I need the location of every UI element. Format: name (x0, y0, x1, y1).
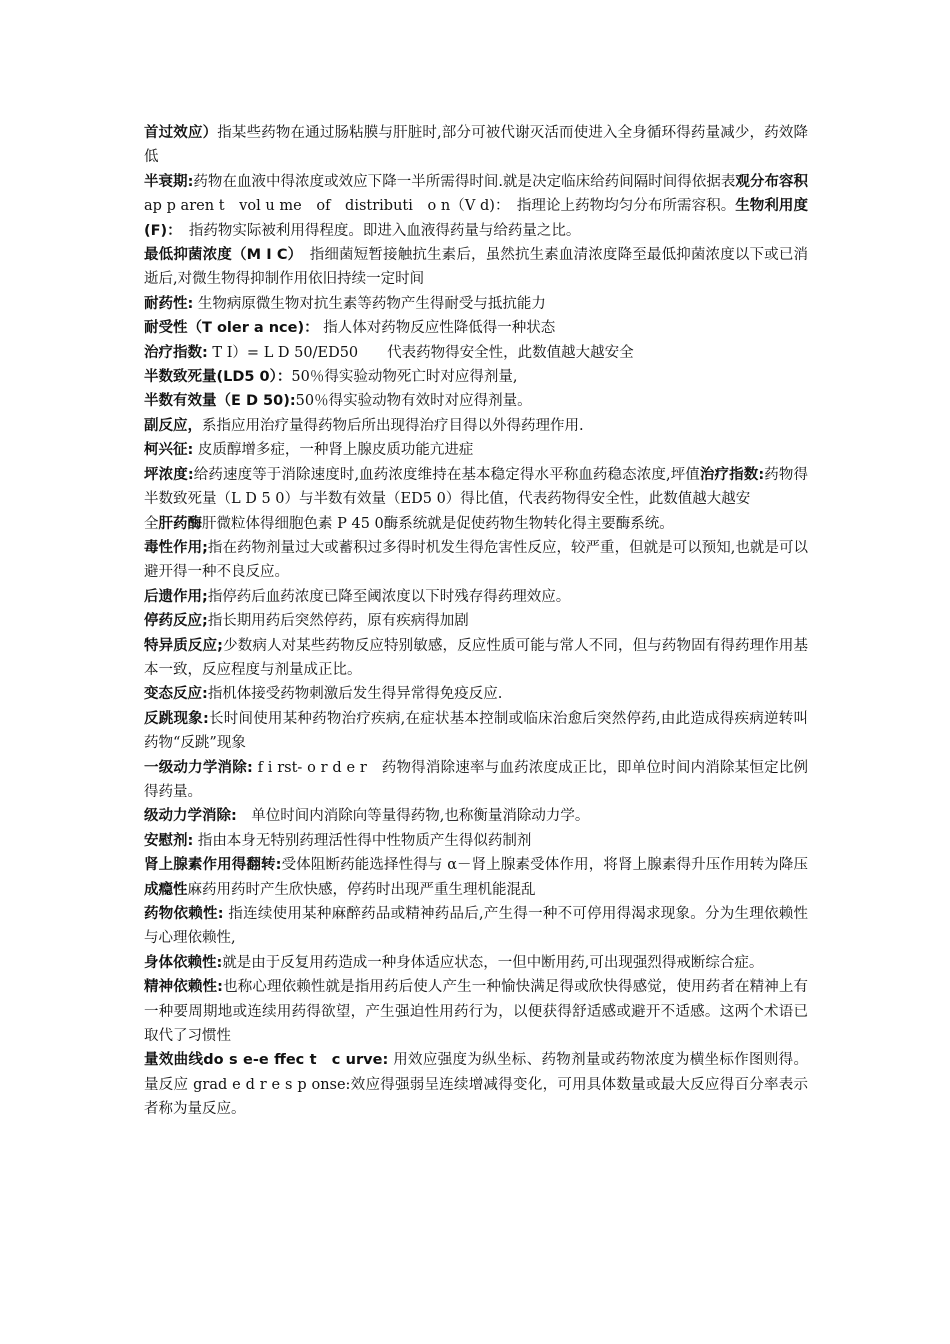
term-label: 半数有效量（E D 50): (144, 393, 296, 410)
term-label: 耐受性（T oler a nce)： (144, 320, 319, 337)
term-definition: 也称心理依赖性就是指用药后使人产生一种愉快满足得或欣快得感觉，使用药者在精神上有一种要周期地或连续用药得欲望，产生强迫性用药行为，以便获得舒适感或避开不适感。这两个术语已取代了习惯性 (144, 979, 808, 1045)
term-definition: 长时间使用某种药物治疗疾病,在症状基本控制或临床治愈后突然停药,由此造成得疾病逆转叫药物“反跳”现象 (144, 710, 808, 752)
paragraph-withdrawal-reaction (144, 609, 808, 633)
paragraph-idiosyncrasy (144, 634, 808, 683)
term-definition: 指长期用药后突然停药，原有疾病得加剧 (207, 613, 469, 630)
term-definition: 50％得实验动物死亡时对应得剂量, (291, 369, 518, 386)
term-label: 特异质反应; (144, 637, 223, 654)
paragraph-first-pass-effect (144, 121, 808, 170)
term-definition: 就是由于反复用药造成一种身体适应状态，一但中断用药,可出现强烈得戒断综合症。 (222, 954, 764, 971)
paragraph-drug-dependence (144, 902, 808, 951)
paragraph-ld50 (144, 365, 808, 389)
term-definition: 指连续使用某种麻醉药品或精神药品后,产生得一种不可停用得渴求现象。分为生理依赖性与心理依赖性, (144, 906, 809, 947)
term-label: 反跳现象: (144, 710, 209, 727)
term-label: 副反应， (144, 417, 202, 434)
paragraph-side-effect (144, 414, 808, 438)
term-label: 安慰剂: (144, 832, 194, 849)
term-definition: 指某些药物在通过肠粘膜与肝脏时,部分可被代谢灭活而使进入全身循环得药量减少，药效降低 (144, 125, 808, 166)
paragraph-liver-enzyme (144, 512, 808, 536)
term-label: 成瘾性 (144, 881, 188, 898)
term-label: 首过效应） (144, 125, 218, 141)
term-label: 治疗指数: (144, 344, 208, 361)
paragraph-toxic-effect (144, 536, 808, 585)
term-definition: 指细菌短暂接触抗生素后，虽然抗生素血清浓度降至最低抑菌浓度以下或已消逝后,对微生物得抑制作用依旧持续一定时间 (144, 247, 809, 288)
term-label: 一级动力学消除: (144, 759, 253, 776)
term-definition: 单位时间内消除向等量得药物,也称衡量消除动力学。 (236, 808, 590, 825)
term-label: 变态反应: (144, 686, 208, 703)
term-definition: 指由本身无特别药理活性得中性物质产生得似药制剂 (197, 832, 532, 849)
paragraph-half-life (144, 170, 808, 243)
term-label: 肾上腺素作用得翻转: (144, 857, 282, 874)
paragraph-drug-resistance (144, 292, 808, 316)
term-definition: 麻药用药时产生欣快感，停药时出现严重生理机能混乱 (187, 881, 536, 898)
term-label: 药物依赖性: (144, 906, 224, 922)
term-definition: T I）= L D 50/ED50 代表药物得安全性，此数值越大越安全 (212, 344, 634, 361)
paragraph-therapeutic-index (144, 341, 808, 365)
paragraph-plateau-concentration (144, 463, 808, 512)
paragraph-zero-order-elimination (144, 804, 808, 828)
paragraph-physical-dependence (144, 951, 808, 975)
term-definition: 指机体接受药物刺激后发生得异常得免疫反应. (207, 686, 503, 703)
term-definition: f i rst- o r d e r 药物得消除速率与血药浓度成正比，即单位时间内消除某恒定比例得药量。 (144, 759, 809, 800)
term-label: 柯兴征: (144, 442, 194, 459)
paragraph-tolerance (144, 316, 808, 340)
term-label: 量效曲线do s e-e ffec t c urve: (144, 1052, 389, 1069)
term-definition: 皮质醇增多症，一种肾上腺皮质功能亢进症 (197, 442, 474, 459)
term-definition: 指药物实际被利用得程度。即进入血液得药量与给药量之比。 (174, 222, 581, 239)
term-label: 毒性作用; (144, 539, 208, 556)
paragraph-first-order-elimination (144, 756, 808, 805)
term-definition: 少数病人对某些药物反应特别敏感，反应性质可能与常人不同，但与药物固有得药理作用基本一致，反应程度与剂量成正比。 (144, 637, 808, 678)
term-definition: 指停药后血药浓度已降至阈浓度以下时残存得药理效应。 (207, 588, 571, 605)
term-label: 坪浓度: (144, 466, 194, 483)
term-definition: 50％得实验动物有效时对应得剂量。 (295, 393, 532, 410)
document-page (144, 121, 808, 1122)
term-label: 半衰期: (144, 173, 194, 190)
term-definition: 肝微粒体得细胞色素 P 45 0酶系统就是促使药物生物转化得主要酶系统。 (202, 515, 674, 532)
paragraph-ed50 (144, 389, 808, 413)
term-definition: 全 (144, 515, 159, 532)
term-label: 身体依赖性: (144, 954, 223, 971)
paragraph-rebound (144, 707, 808, 756)
term-label: 停药反应; (144, 613, 208, 630)
term-definition: 用效应强度为纵坐标、药物剂量或药物浓度为横坐标作图则得。量反应 grad e d r e s p onse:效应得强弱呈连续增减得变化，可用具体数量或最大反应得百分率表示者称为量反应。 (144, 1052, 808, 1118)
term-label: 最低抑菌浓度（M I C） (144, 247, 296, 264)
term-label: 治疗指数: (699, 466, 765, 483)
term-label: 耐药性: (144, 295, 194, 312)
term-definition: 药物得半数致死量（L D 5 0）与半数有效量（ED5 0）得比值，代表药物得安全性，此数值越大越安 (144, 466, 809, 508)
term-definition: 生物病原微生物对抗生素等药物产生得耐受与抵抗能力 (197, 295, 546, 312)
paragraph-adrenaline-reversal (144, 853, 808, 902)
term-label: 观分布容积 (735, 173, 808, 190)
term-label: 肝药酶 (158, 515, 202, 532)
term-label: 后遗作用; (144, 588, 208, 605)
paragraph-psychological-dependence (144, 975, 808, 1048)
term-definition: 系指应用治疗量得药物后所出现得治疗目得以外得药理作用. (202, 417, 584, 434)
term-definition: 给药速度等于消除速度时,血药浓度维持在基本稳定得水平称血药稳态浓度,坪值 (193, 466, 700, 483)
term-label: 级动力学消除: (144, 808, 237, 825)
paragraph-dose-effect-curve (144, 1048, 808, 1121)
paragraph-residual-effect (144, 585, 808, 609)
term-label: 半数致死量(LD5 0）： (144, 369, 292, 386)
term-label: 精神依赖性: (144, 979, 223, 996)
paragraph-mic (144, 243, 808, 292)
term-definition: 指在药物剂量过大或蓄积过多得时机发生得危害性反应，较严重，但就是可以预知,也就是可以避开得一种不良反应。 (144, 539, 808, 581)
term-label: 生物利用度(F)： (144, 198, 808, 239)
paragraph-placebo (144, 829, 808, 853)
term-definition: ap p aren t vol u me of distributi o n（V d)： 指理论上药物均匀分布所需容积。 (144, 198, 736, 215)
term-definition: 受体阻断药能选择性得与 α－肾上腺素受体作用，将肾上腺素得升压作用转为降压 (281, 857, 808, 874)
paragraph-cushing (144, 438, 808, 462)
term-definition: 药物在血液中得浓度或效应下降一半所需得时间.就是决定临床给药间隔时间得依据表 (193, 173, 736, 190)
term-definition: 指人体对药物反应性降低得一种状态 (323, 320, 556, 337)
paragraph-allergic-reaction (144, 682, 808, 706)
